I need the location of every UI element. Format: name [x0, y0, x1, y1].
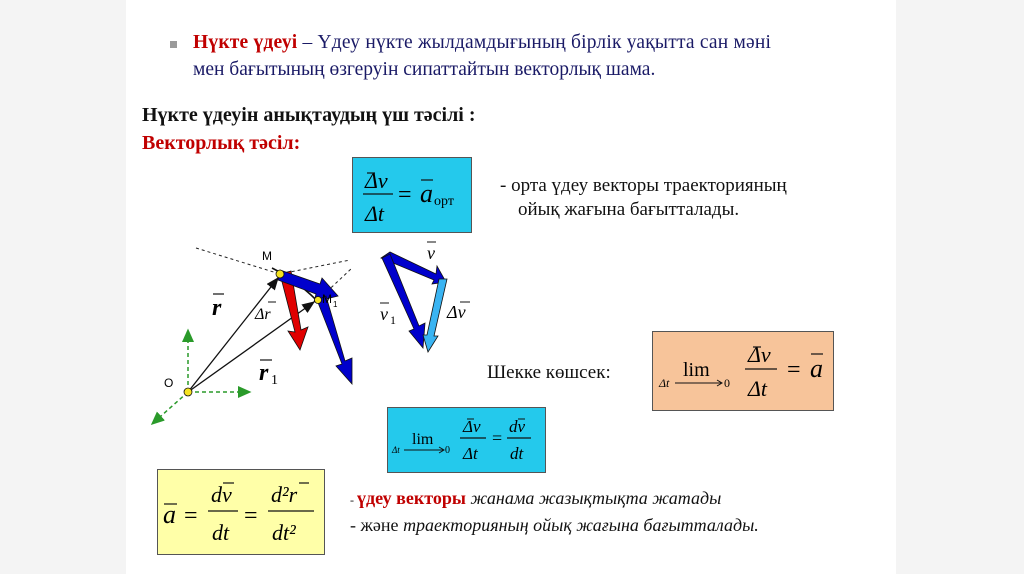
note-average-1: - орта үдеу векторы траекторияның: [500, 175, 787, 196]
final-den1: dt: [212, 520, 230, 545]
avg-num: Δv: [365, 168, 388, 193]
triangle-delta-v: [423, 279, 447, 352]
definition-line-2: мен бағытының өзгеруін сипаттайтын векторлық шама.: [193, 59, 656, 80]
final-eq2: =: [244, 503, 258, 529]
avg-rhs: a: [420, 179, 433, 208]
label-v1-sub: 1: [390, 313, 396, 327]
limit-text: Шекке көшсек:: [487, 362, 611, 383]
formula-limit-orange-svg: [653, 332, 833, 410]
cyan-num1: Δv: [463, 417, 481, 436]
formula-limit-orange-box: [652, 331, 834, 411]
label-v1: v: [380, 304, 388, 324]
note-final-bold: үдеу векторы: [357, 488, 466, 508]
note-final-rest2: траекторияның ойық жағына бағытталады.: [403, 515, 759, 535]
final-den2: dt²: [272, 520, 296, 545]
note-final-2: [350, 515, 759, 536]
definition-rest: – Үдеу нүкте жылдамдығының бірлік уақытта сан мәні: [297, 32, 772, 53]
note-final-1: [350, 488, 721, 509]
formula-final-box: [157, 469, 325, 555]
final-a: a: [163, 500, 176, 529]
formula-final-svg: [158, 470, 324, 554]
cyan-den2: dt: [510, 444, 524, 463]
label-r: r: [212, 295, 222, 321]
final-num2: d²r: [271, 482, 298, 507]
cyan-lim: lim: [412, 431, 434, 448]
formula-limit-cyan-svg: [388, 408, 545, 472]
note-final-plain2: және: [360, 515, 404, 535]
method-heading: Векторлық тәсіл:: [142, 132, 301, 154]
orange-num: Δv: [748, 342, 771, 367]
label-O: O: [164, 376, 174, 390]
orange-rhs: a: [810, 354, 823, 383]
label-r1-sub: 1: [271, 373, 278, 388]
label-M1-sub: 1: [333, 300, 338, 309]
label-M1: M: [322, 292, 332, 306]
label-r1: r: [259, 360, 269, 386]
orange-lim: lim: [683, 359, 710, 381]
note-average-2: ойық жағына бағытталады.: [518, 199, 740, 220]
note-final-dash2: -: [350, 515, 361, 535]
cyan-lim-to: 0: [445, 445, 450, 456]
final-num1: dv: [211, 482, 232, 507]
cyan-equals: =: [492, 428, 503, 448]
orange-equals: =: [787, 357, 801, 383]
label-M: M: [262, 249, 272, 263]
note-final-dash1: -: [350, 493, 357, 507]
note-final-rest1: жанама жазықтықта жатады: [465, 488, 722, 508]
orange-den: Δt: [748, 376, 768, 401]
formula-limit-cyan-box: [387, 407, 546, 473]
definition-term: Нүкте үдеуі: [193, 32, 298, 53]
avg-sub: орт: [434, 194, 454, 209]
avg-equals: =: [398, 182, 412, 208]
avg-den: Δt: [365, 201, 385, 226]
orange-lim-under: Δt: [659, 376, 670, 390]
section-heading: Нүкте үдеуін анықтаудың үш тәсілі :: [142, 104, 476, 126]
label-delta-r: Δr: [255, 306, 271, 323]
orange-lim-to: 0: [724, 376, 730, 390]
label-v: v: [427, 243, 435, 263]
cyan-lim-under: Δt: [392, 445, 400, 455]
final-eq1: =: [184, 503, 198, 529]
label-delta-v: Δv: [447, 302, 466, 322]
cyan-num2: dv: [509, 417, 526, 436]
cyan-den1: Δt: [463, 444, 478, 463]
